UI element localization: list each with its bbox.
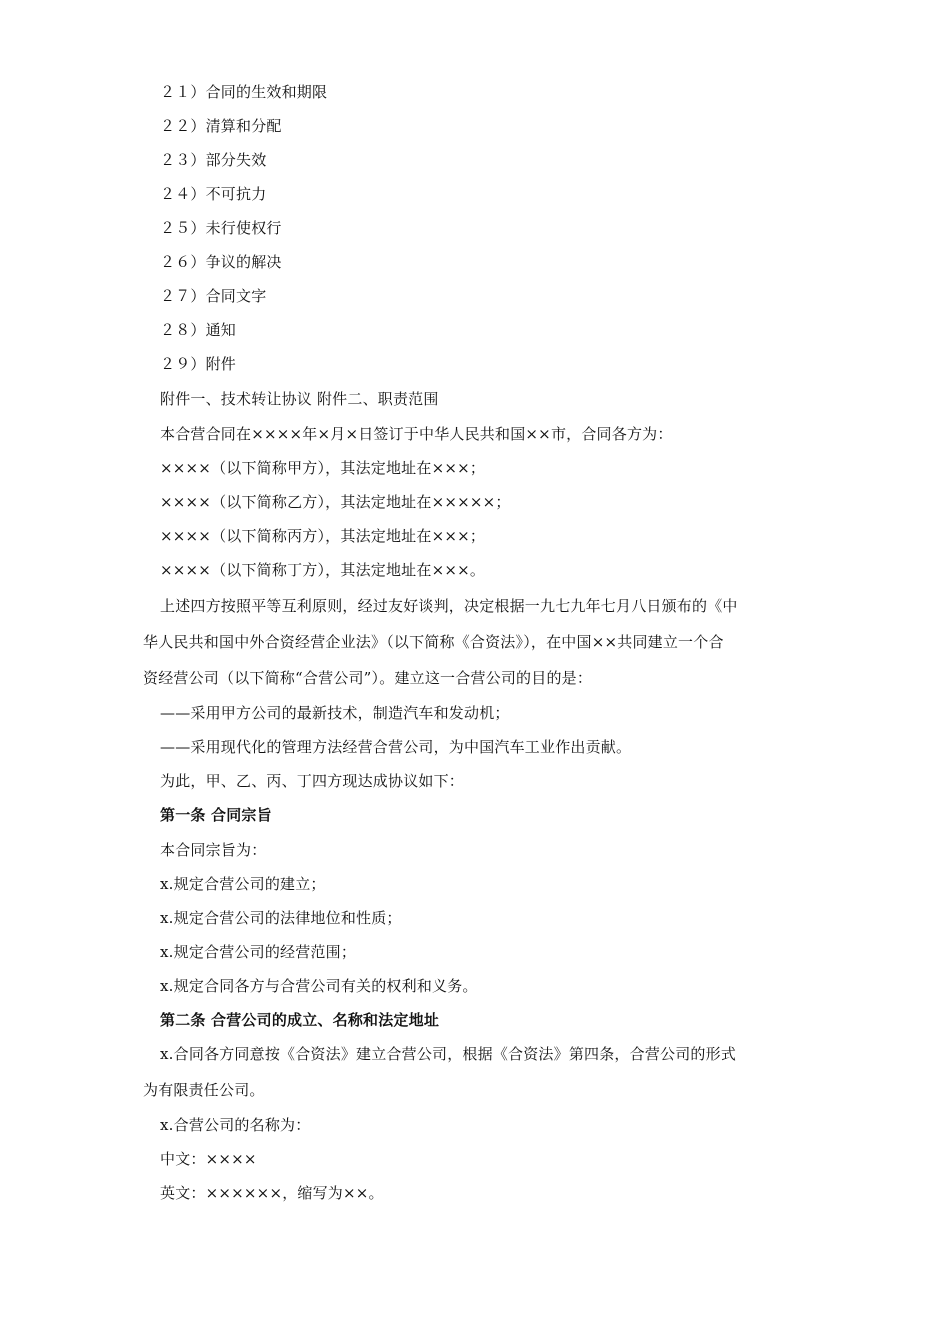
article-1-title: 第一条 合同宗旨 — [160, 806, 272, 824]
chinese-name: 中文：×××× — [160, 1150, 257, 1168]
toc-item-27: ２７）合同文字 — [160, 287, 267, 305]
agreement-statement: 为此，甲、乙、丙、丁四方现达成协议如下： — [160, 772, 465, 790]
purpose-2: ——采用现代化的管理方法经营合营公司，为中国汽车工业作出贡献。 — [160, 738, 632, 756]
toc-item-25: ２５）未行使权行 — [160, 219, 282, 237]
company-name-lead: x.合营公司的名称为： — [160, 1116, 311, 1134]
toc-item-21: ２１）合同的生效和期限 — [160, 83, 328, 101]
annex-line: 附件一、技术转让协议 附件二、职责范围 — [160, 390, 439, 408]
principle-line-3: 资经营公司（以下简称“合营公司”）。建立这一合营公司的目的是： — [143, 669, 593, 687]
principle-line-2: 华人民共和国中外合资经营企业法》（以下简称《合资法》），在中国××共同建立一个合 — [143, 633, 724, 651]
toc-item-23: ２３）部分失效 — [160, 151, 267, 169]
toc-item-26: ２６）争议的解决 — [160, 253, 282, 271]
article-1-item-4: x.规定合同各方与合营公司有关的权利和义务。 — [160, 977, 478, 995]
party-b: ××××（以下简称乙方），其法定地址在×××××； — [160, 493, 511, 511]
article-1-item-1: x.规定合营公司的建立； — [160, 875, 326, 893]
article-2-para-line-2: 为有限责任公司。 — [143, 1081, 265, 1099]
toc-item-22: ２２）清算和分配 — [160, 117, 282, 135]
principle-line-1: 上述四方按照平等互利原则，经过友好谈判，决定根据一九七九年七月八日颁布的《中 — [160, 597, 738, 615]
purpose-1: ——采用甲方公司的最新技术，制造汽车和发动机； — [160, 704, 510, 722]
signing-statement: 本合营合同在××××年×月×日签订于中华人民共和国××市，合同各方为： — [160, 425, 673, 443]
toc-item-29: ２９）附件 — [160, 355, 237, 373]
party-d: ××××（以下简称丁方），其法定地址在×××。 — [160, 561, 486, 579]
article-2-title: 第二条 合营公司的成立、名称和法定地址 — [160, 1011, 440, 1029]
english-name: 英文：××××××，缩写为××。 — [160, 1184, 384, 1202]
article-1-item-3: x.规定合营公司的经营范围； — [160, 943, 357, 961]
party-c: ××××（以下简称丙方），其法定地址在×××； — [160, 527, 486, 545]
party-a: ××××（以下简称甲方），其法定地址在×××； — [160, 459, 486, 477]
toc-item-24: ２４）不可抗力 — [160, 185, 267, 203]
article-1-item-2: x.规定合营公司的法律地位和性质； — [160, 909, 402, 927]
article-1-lead: 本合同宗旨为： — [160, 841, 267, 859]
article-2-para-line-1: x.合同各方同意按《合资法》建立合营公司，根据《合资法》第四条，合营公司的形式 — [160, 1045, 737, 1063]
toc-item-28: ２８）通知 — [160, 321, 237, 339]
